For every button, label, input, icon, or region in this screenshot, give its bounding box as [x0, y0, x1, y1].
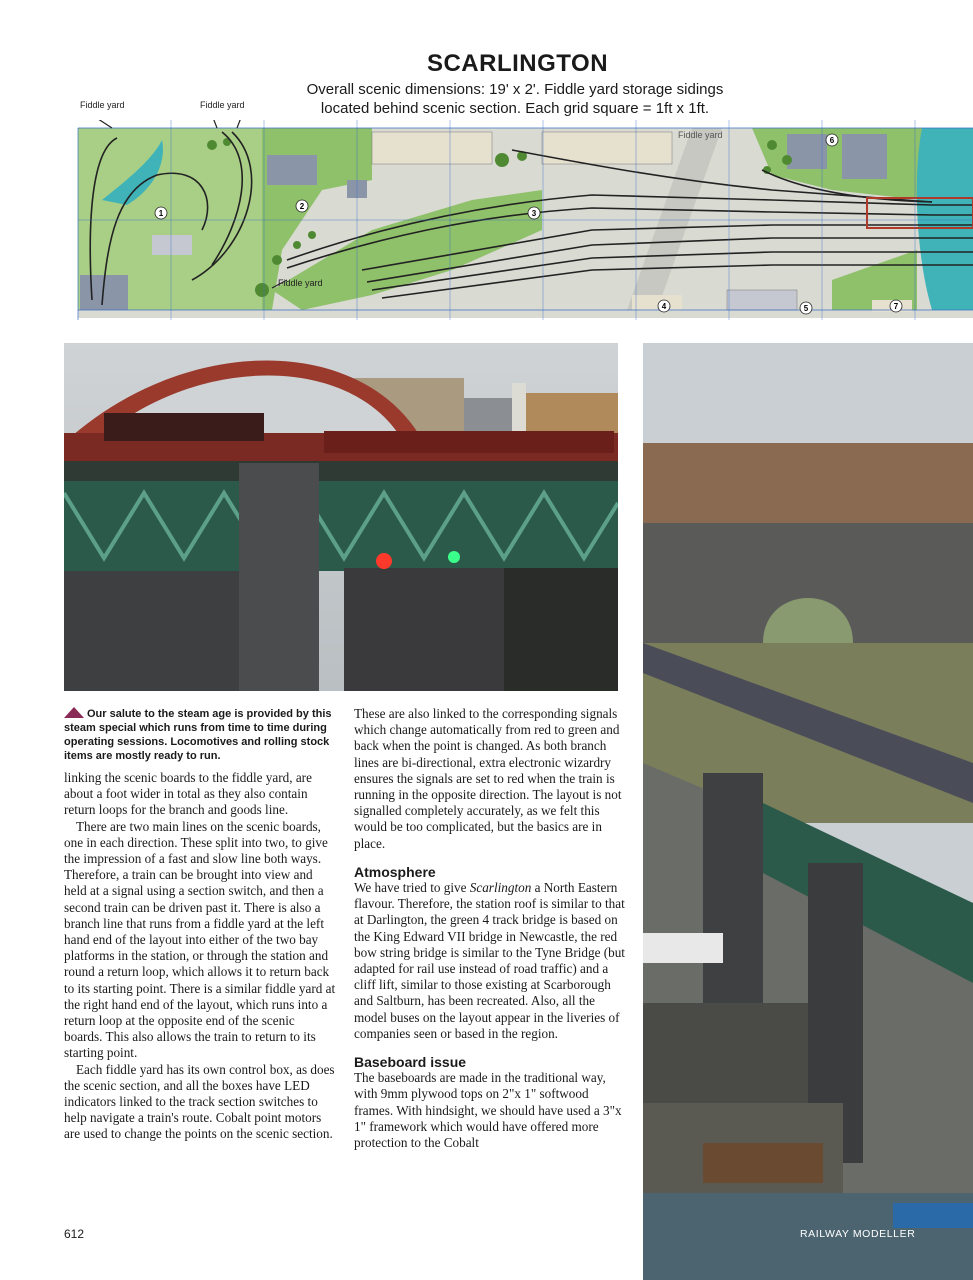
atmosphere-text-rest: a North Eastern flavour. Therefore, the station roof is similar to that at Darlington, the green 4 track bridge is based on the King Edward VII bridge in Newcastle, the red bow string bridge is similar to the Tyne Bridge (but adapted for rail use instead of road traffic) and a cliff lift, similar to those existing at Scarborough and Saltburn, has been recreated. Also, all the model buses on the layout appear in the liveries of companies seen or based in the region.	[354, 880, 625, 1041]
column2-paragraph-1: These are also linked to the corresponding signals which change automatically from red to green and back when the point is changed. As both branch lines are bi-directional, extra electronic wizardry ensures the signals are set to red when the train is running in the opposite direction. The layout is not signalled completely accurately, as we felt this would be too complicated, but the basics are in place.	[354, 706, 622, 851]
marker-1: 1	[158, 209, 164, 218]
marker-4: 4	[661, 302, 667, 311]
subtitle-line-1: Overall scenic dimensions: 19' x 2'. Fiddle yard storage sidings	[306, 81, 724, 98]
caption-triangle-icon	[64, 707, 84, 718]
page-title: SCARLINGTON	[426, 50, 609, 77]
caption-text: Our salute to the steam age is provided by this steam special which runs from time to time during operating sessions. Locomotives and rolling stock items are mostly ready to run.	[64, 708, 332, 762]
plan-building	[152, 235, 192, 255]
plan-building	[372, 132, 492, 164]
marker-2: 2	[299, 202, 305, 211]
layout-name-italic: Scarlington	[469, 880, 532, 896]
plan-building	[842, 134, 887, 179]
marker-7: 7	[893, 302, 899, 311]
body-column-1	[64, 770, 336, 1143]
plan-building	[267, 155, 317, 185]
photo-caption	[64, 707, 336, 763]
atmosphere-text-start: We have tried to give	[354, 880, 470, 896]
plan-building	[787, 134, 827, 169]
page-subtitle	[260, 80, 770, 118]
column1-paragraph-2: There are two main lines on the scenic boards, one in each direction. These split into two, to give the impression of a fast and slow line both ways. Therefore, a train can be brought into view and held at a signal using a section switch, and then a second train can be driven past it. There is also a branch line that runs from a fiddle yard at the left hand end of the layout into either of the two bay platforms in the station, or through the station and round a return loop, which allows it to return back to its starting point. There is a similar fiddle yard at the right hand end of the layout, which runs into a return loop at the opposite end of the scenic boards. This also allows the train to return to its starting point.	[64, 818, 336, 1061]
plan-building	[727, 290, 797, 310]
steam-train-bridge-photo	[64, 343, 618, 691]
column1-paragraph-1: linking the scenic boards to the fiddle yard, are about a foot wider in total as they also contain return loops for the branch and goods line.	[64, 770, 312, 818]
fiddle-yard-label-bottom: Fiddle yard	[278, 278, 323, 288]
heading-atmosphere: Atmosphere	[354, 863, 436, 880]
subtitle-line-2: located behind scenic section. Each grid square = 1ft x 1ft.	[320, 100, 710, 117]
column2-paragraph-3: The baseboards are made in the traditional way, with 9mm plywood tops on 2"x 1" softwood frames. With hindsight, we should have used a 3"x 1" framework which would have offered more protection to the Cobalt	[354, 1070, 622, 1151]
marker-3: 3	[531, 209, 537, 218]
green-bridge-harbour-photo	[643, 343, 973, 1280]
fiddle-yard-label-left-2: Fiddle yard	[200, 100, 245, 110]
plan-building	[632, 295, 682, 310]
column1-paragraph-3: Each fiddle yard has its own control box, as does the scenic section, and all the boxes have LED indicators linked to the track section switches to help navigate a train's route. Cobalt point motors are used to change the points on the scenic section.	[64, 1061, 335, 1142]
marker-6: 6	[829, 136, 835, 145]
track-plan-diagram	[72, 120, 973, 320]
fiddle-yard-label-top-right: Fiddle yard	[678, 130, 723, 140]
page-number: 612	[64, 1227, 85, 1241]
body-column-2	[354, 706, 626, 1151]
marker-5: 5	[803, 304, 809, 313]
fiddle-yard-label-left-1: Fiddle yard	[80, 100, 125, 110]
magazine-name: RAILWAY MODELLER	[800, 1228, 916, 1240]
heading-baseboard-issue: Baseboard issue	[354, 1054, 467, 1071]
column2-paragraph-2	[354, 880, 626, 1042]
